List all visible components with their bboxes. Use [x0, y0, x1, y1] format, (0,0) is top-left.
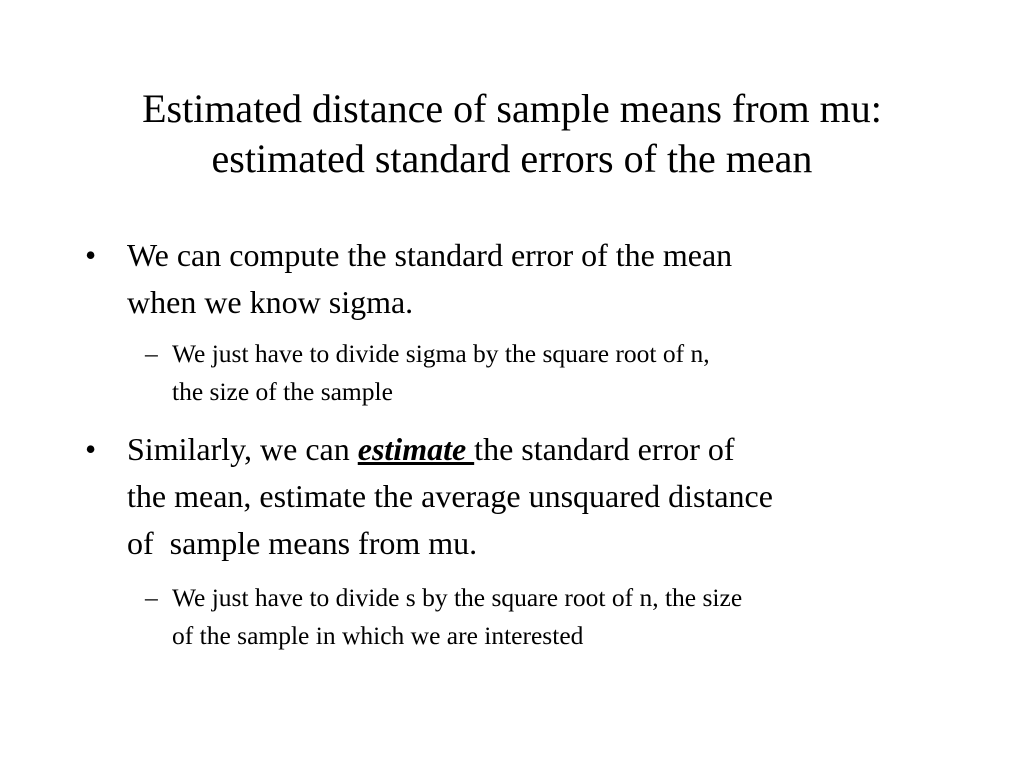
- bullet-2-text: [127, 426, 957, 567]
- bullet-2-line-2: the mean, estimate the average unsquared distance: [127, 478, 773, 514]
- sub-bullet-1-line-2: the size of the sample: [172, 377, 393, 406]
- bullet-2-line-3: of sample means from mu.: [127, 525, 478, 561]
- bullet-dot: •: [85, 431, 97, 467]
- sub-bullet-1-line-1: We just have to divide sigma by the square root of n,: [172, 339, 710, 368]
- title-line-2: estimated standard errors of the mean: [211, 136, 813, 181]
- bullet-2-line-1: [127, 426, 957, 473]
- sub-bullet-dash: –: [145, 583, 158, 612]
- bullet-1-line-1: We can compute the standard error of the mean: [127, 237, 733, 273]
- bullet-1-line-2: when we know sigma.: [127, 284, 414, 320]
- slide-title: [60, 84, 964, 184]
- bullet-2-line-1-before: Similarly, we can: [127, 431, 358, 467]
- title-line-1: Estimated distance of sample means from mu:: [142, 86, 882, 131]
- bullet-dot: •: [85, 237, 97, 273]
- sub-bullet-dash: –: [145, 339, 158, 368]
- bullet-1-text: [127, 232, 957, 326]
- sub-bullet-2-line-2: of the sample in which we are interested: [172, 621, 584, 650]
- sub-bullet-2-line-1: We just have to divide s by the square root of n, the size: [172, 583, 743, 612]
- sub-bullet-2-text: [172, 579, 952, 655]
- sub-bullet-1-text: [172, 335, 952, 411]
- bullet-2-line-1-after: the standard error of: [474, 431, 735, 467]
- emphasis-estimate: estimate: [357, 431, 475, 467]
